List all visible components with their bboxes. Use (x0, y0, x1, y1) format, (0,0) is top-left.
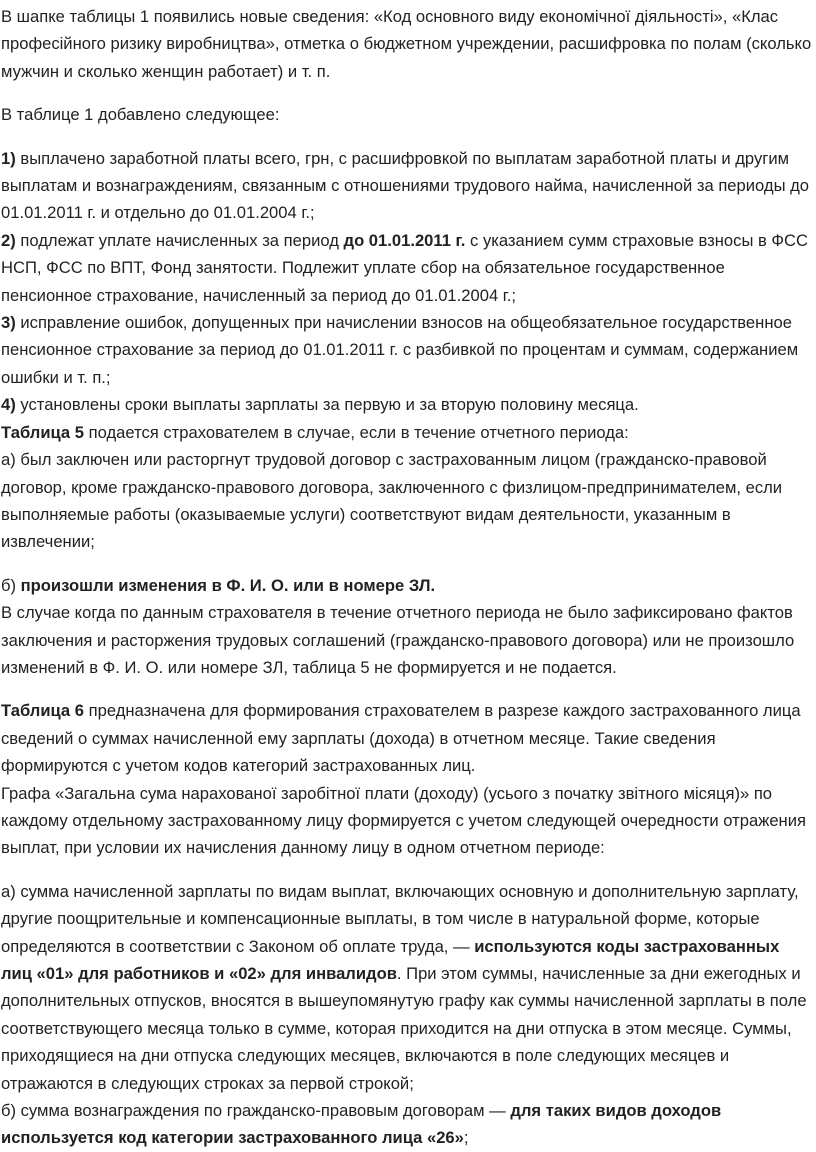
paragraph-table6-b: б) сумма вознаграждения по гражданско-правовым договорам — для таких видов доходов используется код категории застрахованного лица «26»; (1, 1101, 722, 1148)
table5-b-bold: произошли изменения в Ф. И. О. или в номере ЗЛ. (20, 575, 436, 595)
list-item (1, 391, 813, 418)
list-item (1, 145, 813, 227)
table6-a-bold: используются коды застрахованных лиц «01» для работников и «02» для инвалидов (1, 936, 780, 983)
item-number: 3) (1, 313, 16, 333)
item-text: исправление ошибок, допущенных при начислении взносов на общеобязательное государственное пенсионное страхование за период до 01.01.2011 г. с разбивкой по процентам и суммам, содержанием ошибки и т. п.; (1, 313, 799, 387)
paragraph-table6-a: а) сумма начисленной зарплаты по видам выплат, включающих основную и дополнительную зарплату, другие поощрительные и компенсационные выплаты, в том числе в натуральной форме, которые определяются в соответствии с Законом об оплате труда, — используются коды застрахованных лиц «01» для работников и «02» для инвалидов. При этом суммы, начисленные за дни ежегодных и дополнительных отпусков, вносятся в вышеупомянутую графу как суммы начисленной зарплаты в поле соответствующего месяца только в сумме, которая приходится на дни отпуска в этом месяце. Суммы, приходящиеся на дни отпуска следующих месяцев, включаются в поле следующих месяцев и отражаются в следующих строках за первой строкой; (1, 881, 807, 1093)
table6-b-bold: для таких видов доходов используется код категории застрахованного лица «26» (1, 1101, 722, 1148)
paragraph-table5-note: В случае когда по данным страхователя в течение отчетного периода не было зафиксировано фактов заключения и расторжения трудовых соглашений (гражданско-правового договора) или не произошло изменений в Ф. И. О. или номере ЗЛ, таблица 5 не формируется и не подается. (1, 603, 795, 677)
list-item (1, 227, 813, 309)
list-item (1, 309, 813, 391)
item-text: выплачено заработной платы всего, грн, с расшифровкой по выплатам заработной платы и другим выплатам и вознаграждениям, связанным с отношениями трудового найма, начисленной за периоды до 01.01.2011 г. и отдельно до 01.01.2004 г.; (1, 148, 810, 223)
item-text: подлежат уплате начисленных за период (15, 230, 344, 250)
item-number: 1) (1, 148, 16, 168)
paragraph-table6: Таблица 6 предназначена для формирования страхователем в разрезе каждого застрахованного лица сведений о суммах начисленной ему зарплаты (дохода) в отчетном месяце. Такие сведения формируются с учетом кодов категорий застрахованных лиц. (1, 701, 801, 776)
item-text: установлены сроки выплаты зарплаты за первую и за вторую половину месяца. (15, 395, 639, 415)
paragraph-header-info: В шапке таблицы 1 появились новые сведения: «Код основного виду економічної діяльності», «Клас професійного ризику виробництва», отметка о бюджетном учреждении, расшифровка по полам (сколько мужчин и сколько женщин работает) и т. п. (1, 7, 812, 81)
item-number: 2) (1, 230, 16, 250)
item-number: 4) (1, 395, 16, 415)
item-bold-date: до 01.01.2011 г. (343, 230, 466, 250)
table5-heading: Таблица 5 (1, 422, 85, 442)
paragraph-table5-a: а) был заключен или расторгнут трудовой договор с застрахованным лицом (гражданско-правовой договор, кроме гражданско-правового договора, заключенного с физлицом-предпринимателем, если выполняемые работы (оказываемые услуги) соответствуют видам деятельности, указанным в извлечении; (1, 450, 783, 552)
paragraph-table5-b: б) произошли изменения в Ф. И. О. или в номере ЗЛ. (1, 575, 436, 595)
item-text: с указанием сумм страховые взносы в ФСС НСП, ФСС по ВПТ, Фонд занятости. Подлежит уплате сбор на обязательное государственное пенсионное страхование, начисленный за период до 01.01.2004 г.; (1, 230, 808, 305)
paragraph-table5: Таблица 5 подается страхователем в случае, если в течение отчетного периода: (1, 422, 629, 442)
table6-heading: Таблица 6 (1, 701, 85, 721)
paragraph-table6-column: Графа «Загальна сума нарахованої заробітної плати (доходу) (усього з початку звітного місяця)» по каждому отдельному застрахованному лицу формируется с учетом следующей очередности отражения выплат, при условии их начисления данному лицу в одном отчетном периоде: (1, 783, 806, 858)
paragraph-table1-intro: В таблице 1 добавлено следующее: (1, 105, 280, 125)
